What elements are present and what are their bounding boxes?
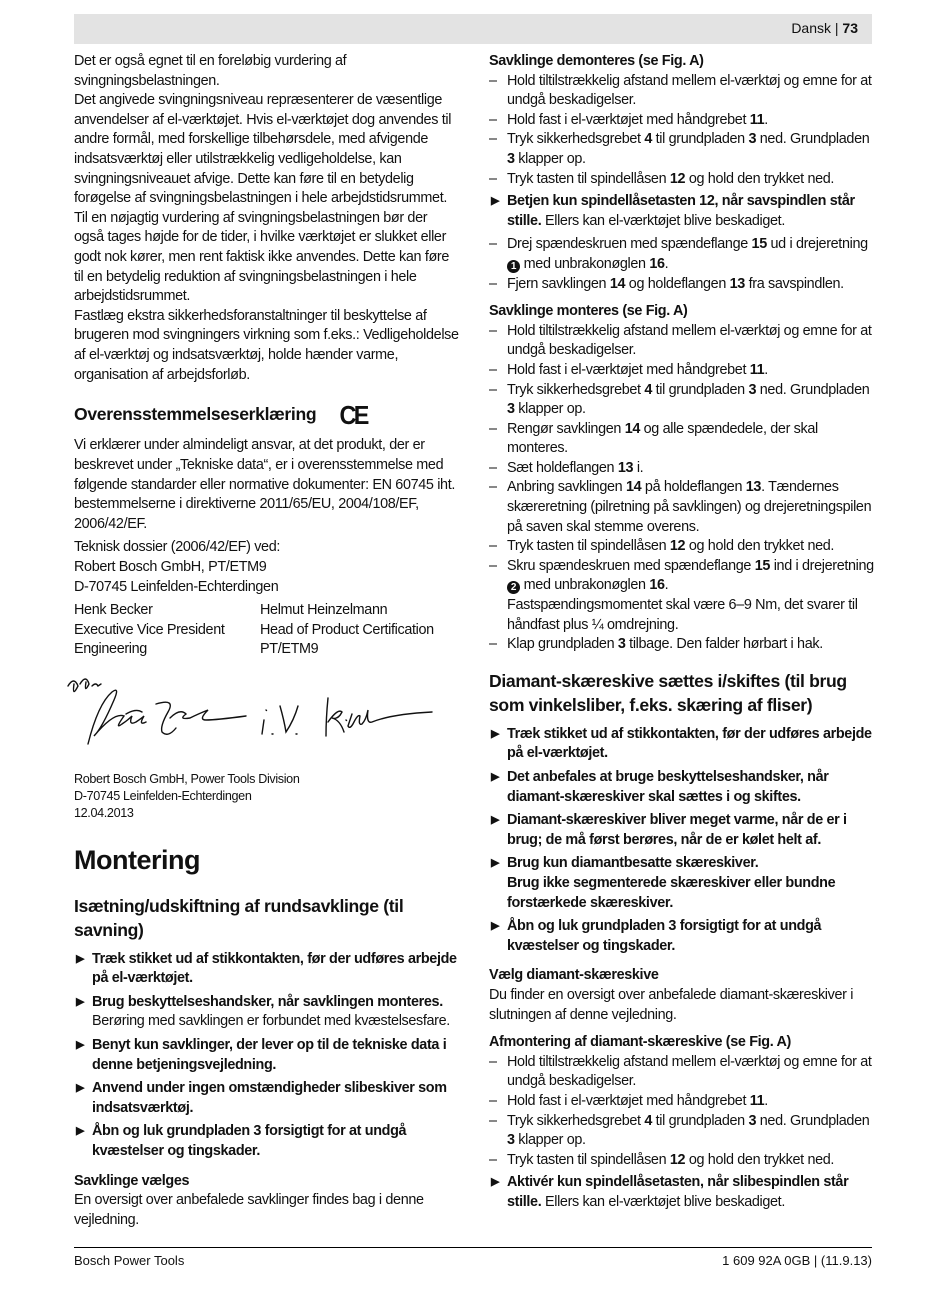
- step-text: Sæt holdeflangen: [507, 459, 618, 476]
- part-number: 3: [748, 381, 757, 398]
- part-number: 11: [749, 1092, 765, 1109]
- warning-text: Åbn og luk grundpladen 3 forsigtigt for at undgå kvæstelser og tingskader.: [507, 918, 822, 954]
- step-item: [489, 478, 874, 537]
- signatory-title: Head of Product Certification: [260, 621, 434, 638]
- warning-detail: Ellers kan el-værktøjet blive beskadiget.: [541, 1193, 785, 1210]
- part-number: 16: [649, 255, 665, 272]
- step-text: i.: [633, 459, 644, 476]
- step-text: på holdeflangen: [641, 479, 746, 496]
- step-text: Tryk tasten til spindellåsen: [507, 170, 670, 187]
- footer-doc-number: 1 609 92A 0GB | (11.9.13): [722, 1253, 872, 1268]
- step-text: Hold tiltilstrækkelig afstand mellem el-værktøj og emne for at undgå beskadigelser.: [507, 322, 872, 359]
- subheading: Savklinge demonteres (se Fig. A): [489, 53, 704, 69]
- warning-text: Brug ikke segmenterede skæreskiver eller bundne forstærkede skæreskiver.: [507, 874, 836, 911]
- header-page: 73: [842, 20, 858, 36]
- step-item: [489, 557, 874, 635]
- conformity-title: Overensstemmelseserklæring: [74, 404, 317, 425]
- step-text: Drej spændeskruen med spændeflange: [507, 236, 752, 253]
- step-text: fra savspindlen.: [744, 275, 844, 292]
- warning-detail: Berøring med savklingen er forbundet med kvæstelsesfare.: [92, 1013, 450, 1030]
- warning-text: Benyt kun savklinger, der lever op til de tekniske data i denne betjeningsvejledning.: [92, 1036, 447, 1073]
- rotation-direction-1-icon: 1: [507, 260, 520, 273]
- step-text: Hold tiltilstrækkelig afstand mellem el-værktøj og emne for at undgå beskadigelser.: [507, 1053, 872, 1090]
- signatory-title: PT/ETM9: [260, 641, 319, 658]
- step-item: [489, 235, 874, 274]
- part-number: 4: [644, 131, 652, 148]
- part-number: 4: [644, 1112, 652, 1129]
- warning-text: Træk stikket ud af stikkontakten, før der udføres arbejde på el-værktøjet.: [507, 725, 872, 762]
- step-text: Skru spændeskruen med spændeflange: [507, 557, 755, 574]
- part-number: 3: [748, 1112, 757, 1129]
- step-item: [489, 635, 874, 655]
- step-item: [489, 1151, 874, 1171]
- step-text: . Tændernes skæreretning (pilretning på savklingen) og drejeretningspilen på saven skal stemme overens.: [507, 479, 872, 535]
- signatory-title: Engineering: [74, 641, 147, 658]
- step-item: [489, 1053, 874, 1092]
- step-text: Tryk tasten til spindellåsen: [507, 1151, 670, 1168]
- warning-item: [74, 1079, 460, 1118]
- step-text: ned. Grundpladen: [756, 381, 870, 398]
- handwritten-signatures: [66, 674, 446, 754]
- part-number: 15: [754, 557, 771, 574]
- warning-item: [489, 917, 874, 956]
- warning-item: [74, 1036, 460, 1075]
- step-text: Tryk tasten til spindellåsen: [507, 538, 670, 555]
- part-number: 3: [507, 401, 515, 418]
- step-text: Fjern savklingen: [507, 275, 610, 292]
- tech-dossier-line: Robert Bosch GmbH, PT/ETM9: [74, 559, 267, 575]
- step-text: ud i drejeretning: [766, 236, 868, 253]
- warning-item: [74, 993, 460, 1032]
- warning-text: Træk stikket ud af stikkontakten, før der udføres arbejde på el-værktøjet.: [92, 950, 457, 987]
- paragraph: Det angivede svingningsniveau repræsenterer de væsentlige anvendelser af el-værktøjet. Hvis el-værktøjet dog anvendes til andre formål, med forskellige tilbehørsdele, med afvigende indsatsværktøj eller utilstrækkelig vedligeholdelse, kan svingningsniveauet afvige. Dette kan føre til en betydelig forøgelse af svingningsbelastningen i hele arbejdstidsrummet.: [74, 92, 452, 207]
- warning-text: Betjen kun spindellåsetasten 12, når savspindlen står stille.: [507, 193, 855, 229]
- address-line: D-70745 Leinfelden-Echterdingen: [74, 788, 252, 803]
- step-text: ned. Grundpladen: [756, 131, 870, 148]
- part-number: 3: [617, 636, 626, 653]
- part-number: 3: [507, 150, 515, 167]
- subheading: Vælg diamant-skæreskive: [489, 967, 659, 984]
- step-item: [489, 275, 874, 295]
- step-text: .: [764, 361, 768, 378]
- part-number: 11: [749, 111, 765, 128]
- paragraph: Vi erklærer under almindeligt ansvar, at det produkt, der er beskrevet under „Tekniske data“, er i overensstemmelse med følgende standarder eller normative dokumenter: EN 60745 iht. bestemmelserne i direktiverne 2011/65/EU, 2004/108/EF, 2006/42/EF.: [74, 437, 456, 532]
- address-date: 12.04.2013: [74, 805, 134, 820]
- step-item: [489, 322, 874, 361]
- part-number: 15: [751, 236, 767, 253]
- subheading: Afmontering af diamant-skæreskive (se Fig. A): [489, 1034, 791, 1051]
- part-number: 13: [745, 479, 762, 496]
- step-text: og alle spændedele, der skal monteres.: [507, 420, 818, 457]
- conformity-heading: [74, 400, 460, 431]
- footer-brand: Bosch Power Tools: [74, 1253, 185, 1268]
- paragraph: Du finder en oversigt over anbefalede diamant-skæreskiver i slutningen af denne vejledning.: [489, 986, 854, 1023]
- step-text: Hold fast i el-værktøjet med håndgrebet: [507, 111, 750, 128]
- part-number: 16: [649, 577, 665, 594]
- part-number: 12: [669, 1151, 686, 1168]
- step-item: [489, 170, 874, 190]
- warning-item: [489, 1173, 874, 1212]
- step-item: [489, 361, 874, 381]
- warning-text: Åbn og luk grundpladen 3 forsigtigt for at undgå kvæstelser og tingskader.: [92, 1123, 407, 1159]
- step-text: .: [664, 577, 669, 594]
- step-text: Hold tiltilstrækkelig afstand mellem el-værktøj og emne for at undgå beskadigelser.: [507, 72, 872, 109]
- step-text: og hold den trykket ned.: [685, 170, 835, 187]
- part-number: 13: [617, 459, 634, 476]
- left-column: [74, 52, 460, 1230]
- step-item: [489, 72, 874, 111]
- part-number: 14: [609, 275, 626, 292]
- right-column: [489, 52, 874, 1216]
- step-text: .: [764, 1092, 768, 1109]
- page-header: [74, 14, 872, 44]
- warning-detail: Ellers kan el-værktøjet blive beskadiget.: [541, 212, 785, 229]
- warning-text: Aktivér kun spindellåsetasten, når slibespindlen står stille.: [507, 1174, 849, 1210]
- step-item: [489, 111, 874, 131]
- step-text: Tryk sikkerhedsgrebet: [507, 381, 645, 398]
- step-text: og hold den trykket ned.: [685, 1151, 835, 1168]
- step-item: [489, 1092, 874, 1112]
- step-text: til grundpladen: [651, 1112, 749, 1129]
- signatories: [74, 601, 460, 660]
- ce-mark-icon: CE: [339, 400, 367, 431]
- address-line: Robert Bosch GmbH, Power Tools Division: [74, 771, 300, 786]
- step-item: [489, 537, 874, 557]
- signatory-title: Executive Vice President: [74, 621, 225, 638]
- part-number: 11: [749, 361, 765, 378]
- paragraph: Det er også egnet til en foreløbig vurdering af svingningsbelastningen.: [74, 53, 347, 89]
- warning-item: [489, 811, 874, 850]
- step-item: [489, 130, 874, 169]
- header-language: Dansk |: [791, 20, 843, 36]
- step-text: ned. Grundpladen: [756, 1112, 870, 1129]
- warning-text: Brug beskyttelseshandsker, når savklingen monteres.: [92, 993, 443, 1010]
- step-text: til grundpladen: [651, 381, 749, 398]
- paragraph: En oversigt over anbefalede savklinger findes bag i denne vejledning.: [74, 1192, 424, 1228]
- step-text: Tryk sikkerhedsgrebet: [507, 131, 645, 148]
- warning-item: [489, 725, 874, 764]
- page-number: [791, 20, 858, 36]
- step-text: og holdeflangen: [625, 275, 730, 292]
- signatory-name: Henk Becker: [74, 602, 153, 619]
- step-text: Hold fast i el-værktøjet med håndgrebet: [507, 1092, 750, 1109]
- subheading: Savklinge vælges: [74, 1172, 190, 1189]
- warning-item: [489, 854, 874, 913]
- step-text: med unbrakonøglen: [520, 255, 650, 272]
- step-text: .: [764, 111, 768, 128]
- part-number: 13: [729, 275, 745, 292]
- step-text: Rengør savklingen: [507, 420, 625, 437]
- part-number: 3: [507, 1132, 515, 1149]
- step-item: [489, 1112, 874, 1151]
- footer-divider: [74, 1247, 872, 1248]
- warning-text: Diamant-skæreskiver bliver meget varme, når de er i brug; de må først berøres, når de er kølet helt af.: [507, 812, 847, 848]
- section-heading: Isætning/udskiftning af rundsavklinge (til savning): [74, 895, 404, 940]
- step-text: klapper op.: [514, 1132, 586, 1149]
- section-heading: Diamant-skæreskive sættes i/skiftes (til brug som vinkelsliber, f.eks. skæring af fliser): [489, 670, 847, 715]
- step-text: klapper op.: [514, 401, 586, 418]
- montering-title: Montering: [74, 844, 200, 875]
- step-text: til grundpladen: [651, 131, 749, 148]
- part-number: 14: [624, 420, 640, 437]
- warning-item: [489, 192, 874, 231]
- step-item: [489, 459, 874, 479]
- step-text: Klap grundpladen: [507, 636, 618, 653]
- warning-text: Anvend under ingen omstændigheder slibeskiver som indsatsværktøj.: [92, 1080, 447, 1116]
- tech-dossier-line: D-70745 Leinfelden-Echterdingen: [74, 578, 279, 595]
- paragraph: Fastlæg ekstra sikkerhedsforanstaltninger til beskyttelse af brugeren mod svingningers virkning som f.eks.: Vedligeholdelse af el-værktøj og indsatsværktøj, holde hænder varme, organisation af arbejdsforløb.: [74, 307, 459, 383]
- step-text: med unbrakonøglen: [520, 577, 650, 594]
- warning-text: Det anbefales at bruge beskyttelseshandsker, når diamant-skæreskiver skal sættes i og skiftes.: [507, 769, 829, 805]
- step-text: Fastspændingsmomentet skal være 6–9 Nm, det svarer til håndfast plus ¼ omdrejning.: [507, 597, 858, 633]
- rotation-direction-2-icon: 2: [507, 581, 520, 594]
- subheading: Savklinge monteres (se Fig. A): [489, 303, 688, 320]
- part-number: 12: [669, 538, 686, 555]
- warning-item: [74, 1122, 460, 1161]
- signatory-name: Helmut Heinzelmann: [260, 602, 388, 619]
- step-text: Tryk sikkerhedsgrebet: [507, 1112, 645, 1129]
- step-item: [489, 381, 874, 420]
- warning-text: Brug kun diamantbesatte skæreskiver.: [507, 855, 759, 872]
- part-number: 3: [748, 131, 757, 148]
- part-number: 12: [669, 170, 686, 187]
- warning-item: [74, 950, 460, 989]
- tech-dossier-line: Teknisk dossier (2006/42/EF) ved:: [74, 539, 281, 556]
- step-item: [489, 420, 874, 459]
- step-text: og hold den trykket ned.: [685, 538, 835, 555]
- step-text: ind i drejeretning: [770, 557, 874, 574]
- part-number: 4: [644, 381, 652, 398]
- paragraph: Til en nøjagtig vurdering af svingningsbelastningen bør der også tages højde for de tider, i hvilke værktøjet er slukket eller godt nok kører, men rent faktisk ikke anvendes. Dette kan føre til en betydelig reduktion af svingningsbelastningen i hele arbejdstidsrummet.: [74, 209, 450, 305]
- warning-item: [489, 768, 874, 807]
- step-text: klapper op.: [514, 150, 586, 167]
- step-text: Anbring savklingen: [507, 479, 626, 496]
- step-text: tilbage. Den falder hørbart i hak.: [625, 636, 823, 653]
- step-text: Hold fast i el-værktøjet med håndgrebet: [507, 361, 750, 378]
- step-text: .: [664, 255, 669, 272]
- part-number: 14: [625, 479, 642, 496]
